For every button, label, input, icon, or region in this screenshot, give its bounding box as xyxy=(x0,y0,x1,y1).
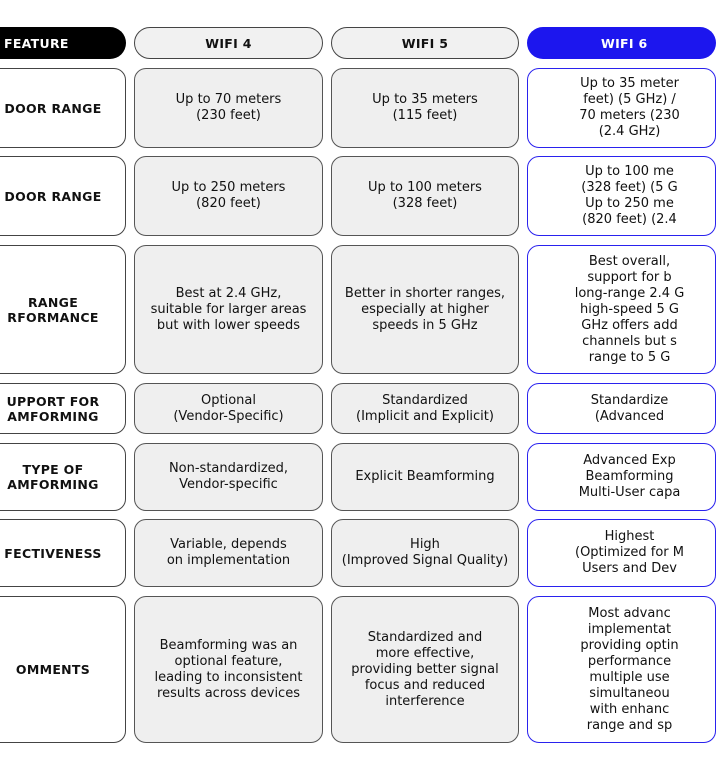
wifi6-cell xyxy=(527,245,716,374)
wifi4-cell: Up to 250 meters (820 feet) xyxy=(134,156,323,236)
feature-cell: OMMENTS xyxy=(0,596,126,743)
header-feature: FEATURE xyxy=(0,27,126,59)
wifi5-cell: High (Improved Signal Quality) xyxy=(331,519,519,587)
header-wifi4: WIFI 4 xyxy=(134,27,323,59)
feature-cell: FECTIVENESS xyxy=(0,519,126,587)
wifi5-cell: Explicit Beamforming xyxy=(331,443,519,511)
wifi6-cell xyxy=(527,519,716,587)
wifi4-cell: Beamforming was an optional feature, leading to inconsistent results across devices xyxy=(134,596,323,743)
wifi6-text: Highest (Optimized for M Users and Dev xyxy=(575,529,684,576)
header-wifi5: WIFI 5 xyxy=(331,27,519,59)
wifi5-cell: Up to 35 meters (115 feet) xyxy=(331,68,519,148)
wifi5-cell: Standardized and more effective, providing better signal focus and reduced interference xyxy=(331,596,519,743)
feature-cell: TYPE OF AMFORMING xyxy=(0,443,126,511)
wifi6-cell xyxy=(527,383,716,434)
wifi6-text: Advanced Exp Beamforming Multi-User capa xyxy=(578,453,681,500)
wifi6-cell xyxy=(527,443,716,511)
wifi4-cell: Non-standardized, Vendor-specific xyxy=(134,443,323,511)
wifi4-cell: Up to 70 meters (230 feet) xyxy=(134,68,323,148)
wifi6-cell xyxy=(527,596,716,743)
wifi6-cell xyxy=(527,156,716,236)
feature-cell: RANGE RFORMANCE xyxy=(0,245,126,374)
wifi6-text: Standardize (Advanced xyxy=(590,392,669,424)
wifi6-text: Up to 35 meter feet) (5 GHz) / 70 meters (230 (2.4 GHz) xyxy=(579,76,680,139)
feature-cell: DOOR RANGE xyxy=(0,68,126,148)
feature-cell: UPPORT FOR AMFORMING xyxy=(0,383,126,434)
wifi6-text: Up to 100 me (328 feet) (5 G Up to 250 me (820 feet) (2.4 xyxy=(581,164,678,227)
wifi5-cell: Up to 100 meters (328 feet) xyxy=(331,156,519,236)
feature-cell: DOOR RANGE xyxy=(0,156,126,236)
wifi6-text: Most advanc implementat providing optin performance multiple use simultaneou with enhanc range and sp xyxy=(580,605,679,733)
header-wifi6: WIFI 6 xyxy=(527,27,716,59)
wifi6-cell xyxy=(527,68,716,148)
wifi5-cell: Standardized (Implicit and Explicit) xyxy=(331,383,519,434)
wifi6-text: Best overall, support for b long-range 2.4 G high-speed 5 G GHz offers add channels but s range to 5 G xyxy=(574,253,685,365)
wifi5-cell: Better in shorter ranges, especially at higher speeds in 5 GHz xyxy=(331,245,519,374)
wifi4-cell: Variable, depends on implementation xyxy=(134,519,323,587)
wifi4-cell: Best at 2.4 GHz, suitable for larger areas but with lower speeds xyxy=(134,245,323,374)
wifi4-cell: Optional (Vendor-Specific) xyxy=(134,383,323,434)
